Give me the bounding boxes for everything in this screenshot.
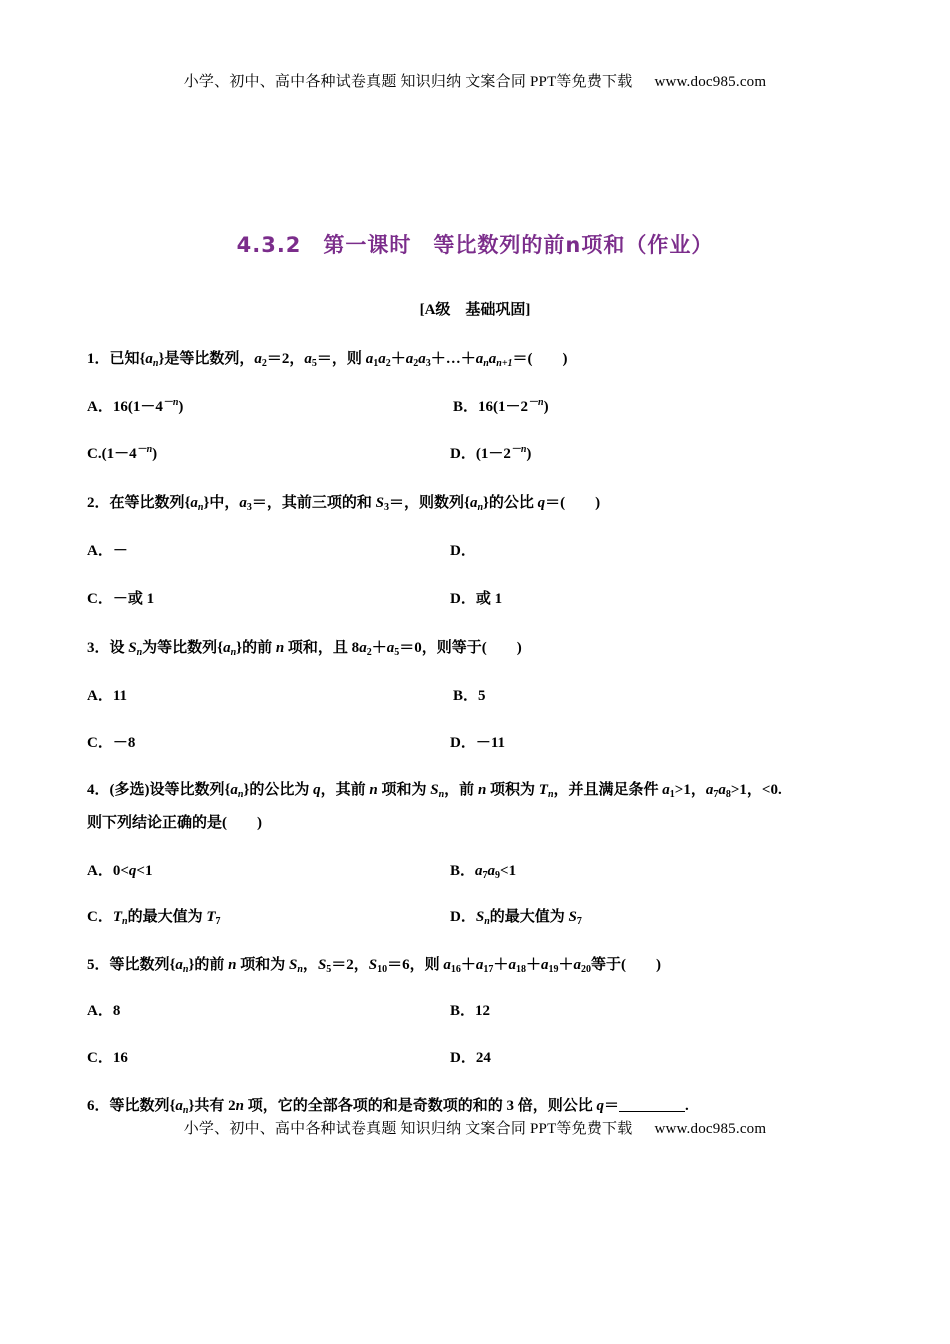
question-5-option-a: A．8 (87, 1003, 121, 1019)
question-5-option-b: B．12 (450, 1003, 491, 1019)
question-1-option-d: D．$(1-2^{-n})$ (450, 444, 532, 462)
question-1-option-a: A．$16(1-4^{-n})$ (87, 397, 184, 415)
answer-blank[interactable] (619, 1097, 685, 1112)
question-3-option-c: C．－8 (87, 735, 136, 751)
question-3-option-d: D．－11 (450, 735, 506, 751)
section-heading: [A级 基础巩固] (419, 302, 531, 318)
question-1-option-b: B．$16(1-2^{-n})$ (453, 397, 549, 415)
question-4-option-c: C．$T_n$的最大值为 $T_7$ (87, 909, 221, 927)
question-4-option-b: B．$a_7a_9<1$ (450, 863, 517, 881)
question-4-option-d: D．$S_n$的最大值为 $S_7$ (450, 909, 582, 927)
question-5-option-c: C．16 (87, 1050, 128, 1066)
page-title: 4.3.2 第一课时 等比数列的前n项和（作业） (236, 233, 714, 257)
question-1-option-c: $C.(1-4^{-n})$ (87, 444, 158, 462)
question-2-option-b: D． (450, 543, 476, 559)
footer-url[interactable]: www.doc985.com (654, 1121, 767, 1137)
header-text: 小学、初中、高中各种试卷真题 知识归纳 文案合同 PPT等免费下载 (183, 74, 633, 90)
question-4-stem-line-1: 4．(多选)设等比数列$\{a_n\}$的公比为 q，其前 n 项和为 $S_n$，前 n 项积为 $T_n$，并且满足条件 $a_1>1$，$a_7a_8>1$，<0. (87, 782, 782, 800)
question-2-option-d: D．或 1 (450, 591, 503, 607)
footer-text: 小学、初中、高中各种试卷真题 知识归纳 文案合同 PPT等免费下载 (183, 1121, 633, 1137)
header-url[interactable]: www.doc985.com (654, 74, 767, 90)
question-2-option-a: A．－ (87, 543, 128, 559)
question-3-stem: 3．设 $S_n$为等比数列$\{a_n\}$的前 n 项和，且 $8a_2+a_5=0$，则等于( ) (87, 640, 522, 658)
question-2-stem: 2．在等比数列$\{a_n\}$中，$a_3=$，其前三项的和 $S_3=$，则数列$\{a_n\}$的公比 q＝( ) (87, 495, 601, 513)
question-4-option-a: A．0<q<1 (87, 863, 153, 879)
question-4-stem-line-2: 则下列结论正确的是( ) (87, 815, 262, 831)
question-3-option-b: B．5 (453, 688, 486, 704)
question-5-stem: 5．等比数列$\{a_n\}$的前 n 项和为 $S_n$，$S_5=2$，$S_{10}=6$，则 $a_{16}+a_{17}+a_{18}+a_{19}+a_{20}$等于( ) (87, 957, 661, 975)
question-5-option-d: D．24 (450, 1050, 491, 1066)
page-header-top (0, 70, 950, 91)
page-footer (0, 1117, 950, 1138)
question-6-stem: 6．等比数列$\{a_n\}$共有 2n 项，它的全部各项的和是奇数项的和的 3 倍，则公比 q＝ . (87, 1098, 689, 1116)
question-3-option-a: A．11 (87, 688, 128, 704)
question-1-stem: 1．已知$\{a_n\}$是等比数列，$a_2=2$，$a_5=$，则 $a_1a_2+a_2a_3+\dots+a_na_{n+1}=$( ) (87, 351, 568, 369)
question-2-option-c: C．－或 1 (87, 591, 155, 607)
